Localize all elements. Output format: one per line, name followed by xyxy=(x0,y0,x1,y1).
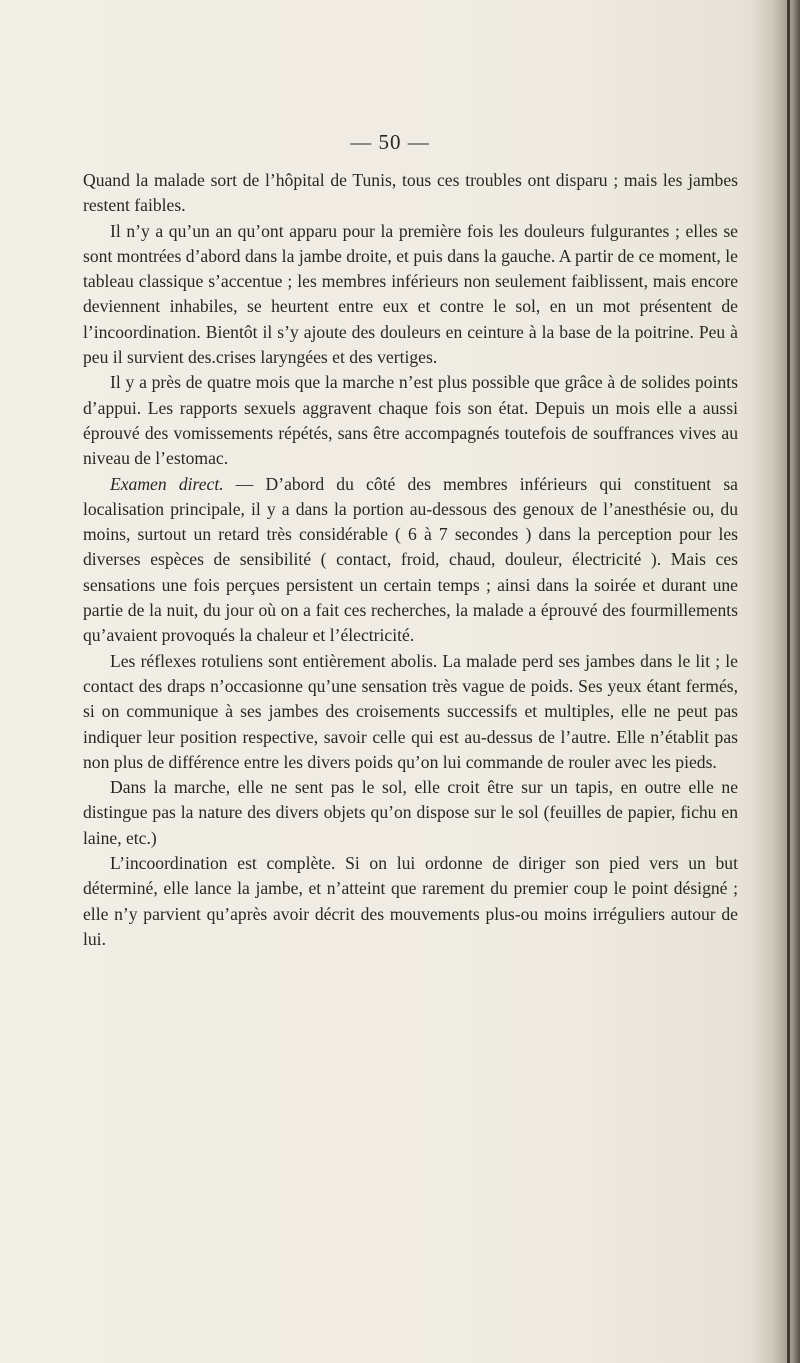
page-number: — 50 — xyxy=(350,130,430,154)
paragraph-2: Il n’y a qu’un an qu’ont apparu pour la première fois les douleurs fulgurantes ; elles se sont montrées d’abord dans la jambe droite, et puis dans la gauche. A partir de ce moment, le tableau classique s’accentue ; les membres inférieurs non seulement faiblissent, mais encore deviennent inhabiles, se heurtent entre eux et contre le sol, en un mot présentent de l’incoordination. Bientôt il s’y ajoute des douleurs en ceinture à la base de la poitrine. Peu à peu il survient des.crises laryngées et des vertiges. xyxy=(83,220,738,368)
paragraph-6: Dans la marche, elle ne sent pas le sol, elle croit être sur un tapis, en outre elle ne distingue pas la nature des divers objets qu’on dispose sur le sol (feuilles de papier, fichu en laine, etc.) xyxy=(83,777,738,848)
paragraph-4-text: — D’abord du côté des membres inférieurs qui constituent sa localisation principale, il y a dans la portion au-dessous des genoux de l’anesthésie ou, du moins, surtout un retard très considérable ( 6 à 7 secondes ) dans la perception pour les diverses espèces de sensibilité ( contact, froid, chaud, douleur, électricité ). Mais ces sensations une fois perçues persistent un certain temps ; ainsi dans la soirée et durant une partie de la nuit, du jour où on a fait ces recherches, la malade a éprouvé des fourmillements qu’avaient provoqués la chaleur et l’électricité. xyxy=(83,473,738,646)
paragraph-7: L’incoordination est complète. Si on lui ordonne de diriger son pied vers un but déterminé, elle lance la jambe, et n’atteint que rarement du premier coup le point désigné ; elle n’y parvient qu’après avoir décrit des mouvements plus-ou moins irréguliers autour de lui. xyxy=(83,853,738,949)
paragraph-4 xyxy=(83,472,738,649)
paragraph-3: Il y a près de quatre mois que la marche n’est plus possible que grâce à de solides points d’appui. Les rapports sexuels aggravent chaque fois son état. Depuis un mois elle a aussi éprouvé des vomissements répétés, sans être accompagnés toutefois de souffrances vives au niveau de l’estomac. xyxy=(83,372,738,469)
page-edge-line xyxy=(787,0,790,1363)
body-text xyxy=(83,168,738,952)
paragraph-1: Quand la malade sort de l’hôpital de Tunis, tous ces troubles ont disparu ; mais les jambes restent faibles. xyxy=(83,170,738,216)
section-heading-examen-direct: Examen direct. xyxy=(110,473,224,494)
paragraph-5: Les réflexes rotuliens sont entièrement abolis. La malade perd ses jambes dans le lit ; le contact des draps n’occasionne qu’une sensation très vague de poids. Ses yeux étant fermés, si on communique à ses jambes des croisements successifs et multiples, elle ne peut pas indiquer leur position respective, savoir celle qui est au-dessus de l’autre. Elle n’établit pas non plus de différence entre les divers poids qu’on lui commande de rouler avec les pieds. xyxy=(83,650,738,772)
page-edge-shadow xyxy=(752,0,800,1363)
